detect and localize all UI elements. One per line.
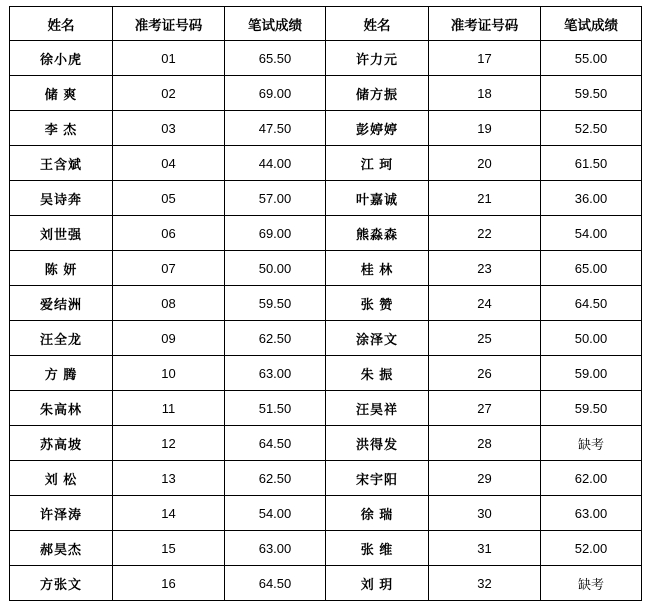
candidate-name-left: 方张文 [10,566,113,601]
table-row [10,391,642,426]
exam-id-right: 31 [429,531,541,566]
score-left: 64.50 [225,426,326,461]
exam-id-right: 32 [429,566,541,601]
exam-id-left: 08 [113,286,225,321]
column-header-name-left: 姓名 [10,7,113,41]
candidate-name-right: 徐 瑞 [326,496,429,531]
column-header-id-right: 准考证号码 [429,7,541,41]
candidate-name-left: 徐小虎 [10,41,113,76]
exam-id-left: 12 [113,426,225,461]
exam-id-left: 01 [113,41,225,76]
exam-id-left: 03 [113,111,225,146]
candidate-name-right: 江 珂 [326,146,429,181]
table-row [10,216,642,251]
candidate-name-left: 爱结洲 [10,286,113,321]
score-right: 52.00 [541,531,642,566]
score-left: 59.50 [225,286,326,321]
candidate-name-left: 方 腾 [10,356,113,391]
table-row [10,566,642,601]
exam-id-left: 11 [113,391,225,426]
score-right: 65.00 [541,251,642,286]
score-right: 61.50 [541,146,642,181]
exam-id-left: 14 [113,496,225,531]
score-left: 57.00 [225,181,326,216]
score-right: 缺考 [541,426,642,461]
score-left: 51.50 [225,391,326,426]
candidate-name-right: 洪得发 [326,426,429,461]
exam-id-left: 02 [113,76,225,111]
exam-id-right: 18 [429,76,541,111]
candidate-name-right: 张 赞 [326,286,429,321]
exam-id-right: 22 [429,216,541,251]
score-right: 62.00 [541,461,642,496]
candidate-name-left: 储 爽 [10,76,113,111]
table-row [10,531,642,566]
candidate-name-left: 郝昊杰 [10,531,113,566]
score-right: 59.50 [541,76,642,111]
exam-id-right: 27 [429,391,541,426]
exam-id-left: 15 [113,531,225,566]
score-left: 47.50 [225,111,326,146]
table-row [10,181,642,216]
score-right: 缺考 [541,566,642,601]
candidate-name-right: 桂 林 [326,251,429,286]
score-right: 52.50 [541,111,642,146]
score-left: 44.00 [225,146,326,181]
score-right: 63.00 [541,496,642,531]
exam-id-left: 10 [113,356,225,391]
candidate-name-right: 许力元 [326,41,429,76]
exam-id-left: 04 [113,146,225,181]
exam-id-left: 07 [113,251,225,286]
table-row [10,41,642,76]
candidate-name-left: 陈 妍 [10,251,113,286]
exam-id-right: 28 [429,426,541,461]
score-right: 50.00 [541,321,642,356]
score-left: 69.00 [225,216,326,251]
column-header-name-right: 姓名 [326,7,429,41]
candidate-name-left: 王含斌 [10,146,113,181]
exam-id-right: 30 [429,496,541,531]
score-left: 69.00 [225,76,326,111]
score-left: 54.00 [225,496,326,531]
score-left: 62.50 [225,461,326,496]
exam-id-right: 21 [429,181,541,216]
candidate-name-left: 刘世强 [10,216,113,251]
score-left: 50.00 [225,251,326,286]
score-left: 62.50 [225,321,326,356]
exam-id-right: 26 [429,356,541,391]
exam-id-right: 25 [429,321,541,356]
exam-id-right: 29 [429,461,541,496]
candidate-name-left: 苏高坡 [10,426,113,461]
table-row [10,321,642,356]
exam-id-left: 16 [113,566,225,601]
candidate-name-left: 吴诗奔 [10,181,113,216]
candidate-name-left: 汪全龙 [10,321,113,356]
score-right: 36.00 [541,181,642,216]
score-right: 59.50 [541,391,642,426]
column-header-score-right: 笔试成绩 [541,7,642,41]
score-left: 64.50 [225,566,326,601]
exam-id-left: 06 [113,216,225,251]
candidate-name-right: 彭婷婷 [326,111,429,146]
table-row [10,461,642,496]
score-right: 59.00 [541,356,642,391]
table-row [10,146,642,181]
candidate-name-left: 刘 松 [10,461,113,496]
exam-id-left: 13 [113,461,225,496]
candidate-name-right: 张 维 [326,531,429,566]
score-right: 64.50 [541,286,642,321]
table-header-row [10,7,642,41]
candidate-name-right: 叶嘉诚 [326,181,429,216]
exam-id-right: 24 [429,286,541,321]
candidate-name-right: 熊淼森 [326,216,429,251]
candidate-name-right: 储方振 [326,76,429,111]
candidate-name-right: 刘 玥 [326,566,429,601]
candidate-name-left: 朱高林 [10,391,113,426]
exam-score-table [9,6,642,601]
exam-id-right: 17 [429,41,541,76]
candidate-name-left: 许泽涛 [10,496,113,531]
candidate-name-right: 宋宇阳 [326,461,429,496]
score-left: 63.00 [225,356,326,391]
table-row [10,496,642,531]
exam-id-left: 05 [113,181,225,216]
table-row [10,111,642,146]
exam-id-right: 19 [429,111,541,146]
exam-id-left: 09 [113,321,225,356]
score-left: 63.00 [225,531,326,566]
candidate-name-right: 涂泽文 [326,321,429,356]
column-header-score-left: 笔试成绩 [225,7,326,41]
table-row [10,286,642,321]
score-right: 54.00 [541,216,642,251]
score-right: 55.00 [541,41,642,76]
exam-id-right: 23 [429,251,541,286]
table-row [10,426,642,461]
candidate-name-right: 朱 振 [326,356,429,391]
column-header-id-left: 准考证号码 [113,7,225,41]
exam-id-right: 20 [429,146,541,181]
table-row [10,356,642,391]
candidate-name-left: 李 杰 [10,111,113,146]
candidate-name-right: 汪昊祥 [326,391,429,426]
score-left: 65.50 [225,41,326,76]
table-row [10,76,642,111]
table-row [10,251,642,286]
